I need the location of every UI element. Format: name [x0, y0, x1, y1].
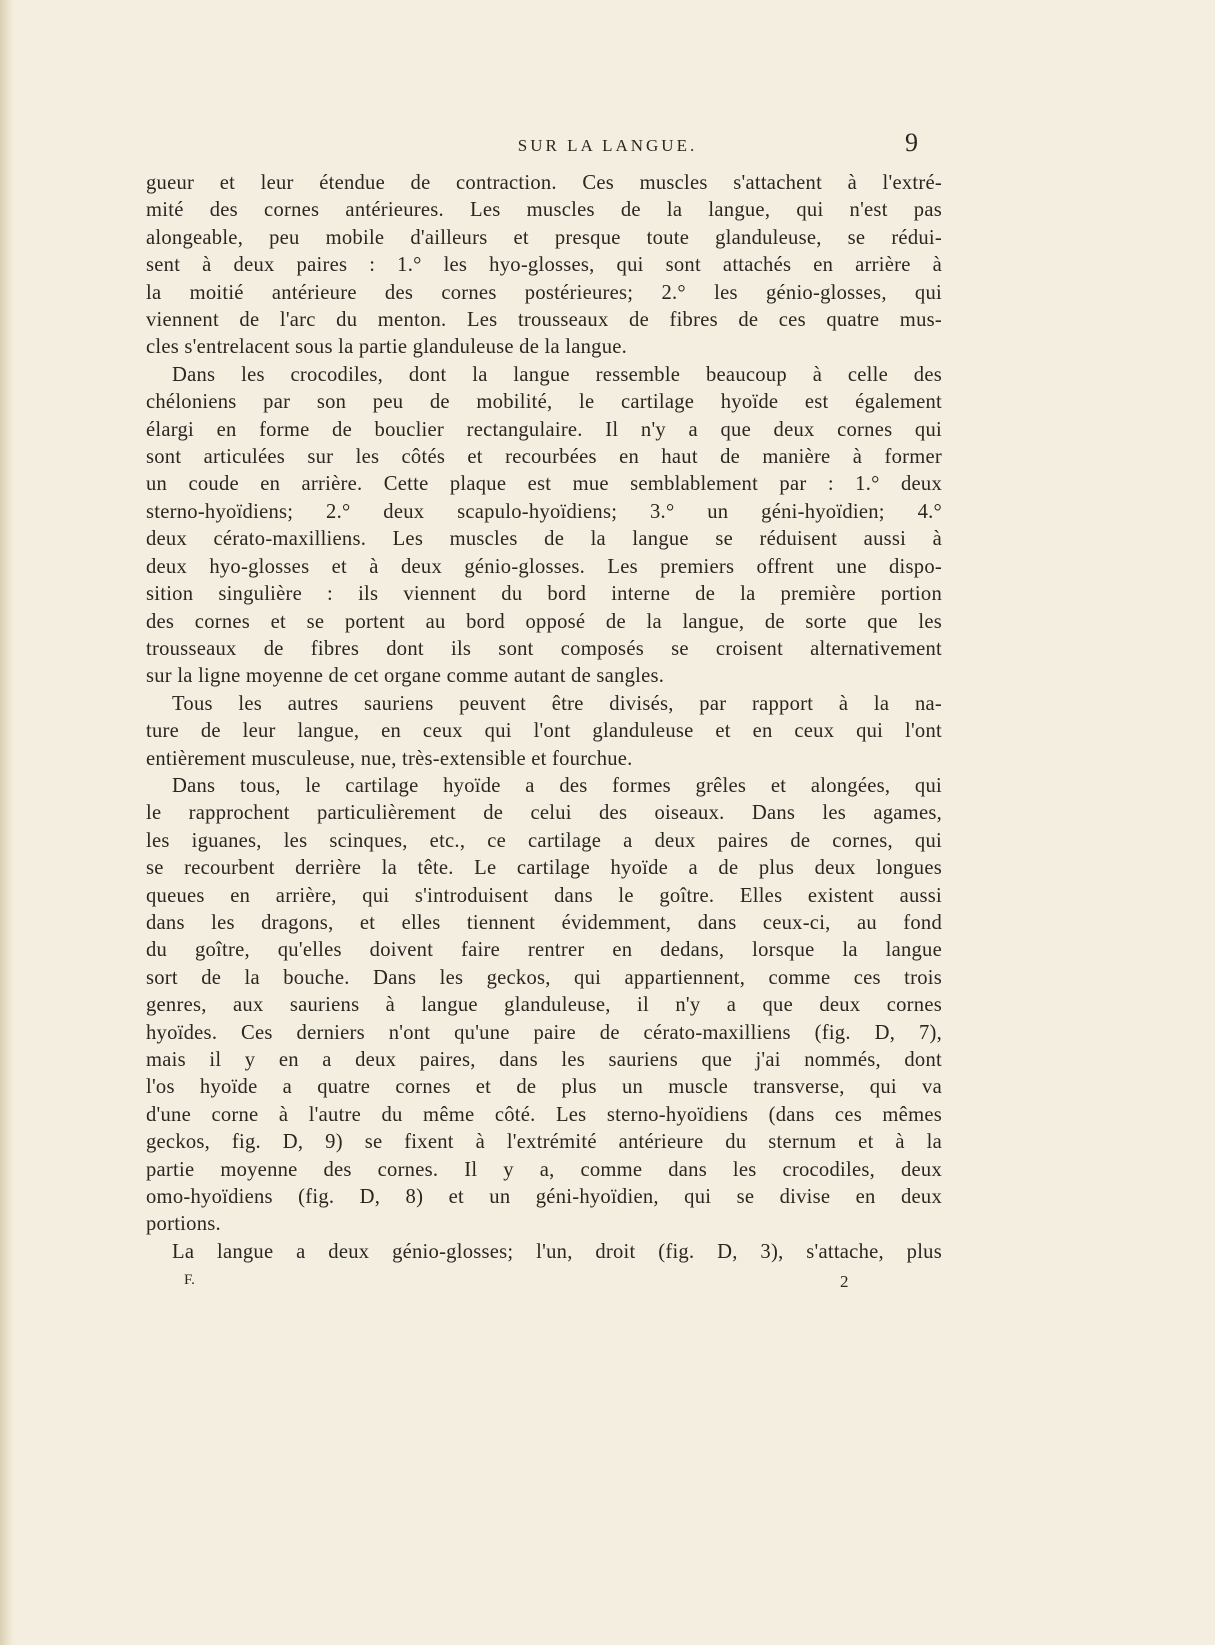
text-line: l'os hyoïde a quatre cornes et de plus un muscle transverse, qui va	[146, 1076, 942, 1099]
text-line: cles s'entrelacent sous la partie glanduleuse de la langue.	[146, 336, 628, 359]
text-line: un coude en arrière. Cette plaque est mue semblablement par : 1.° deux	[146, 473, 942, 496]
running-head	[0, 128, 1215, 166]
text-line: trousseaux de fibres dont ils sont composés se croisent alternativement	[146, 637, 942, 660]
text-line: alongeable, peu mobile d'ailleurs et presque toute glanduleuse, se rédui-	[146, 226, 942, 249]
text-line: Tous les autres sauriens peuvent être divisés, par rapport à la na-	[172, 692, 942, 715]
text-line: mité des cornes antérieures. Les muscles de la langue, qui n'est pas	[146, 199, 942, 222]
text-line: sort de la bouche. Dans les geckos, qui appartiennent, comme ces trois	[146, 966, 942, 989]
text-line: d'une corne à l'autre du même côté. Les sterno-hyoïdiens (dans ces mêmes	[146, 1103, 942, 1126]
text-line: deux cérato-maxilliens. Les muscles de la langue se réduisent aussi à	[146, 528, 942, 551]
text-line: geckos, fig. D, 9) se fixent à l'extrémité antérieure du sternum et à la	[146, 1131, 942, 1154]
text-line: le rapprochent particulièrement de celui des oiseaux. Dans les agames,	[146, 802, 942, 825]
page-number: 9	[905, 128, 918, 157]
running-title: SUR LA LANGUE.	[517, 136, 698, 155]
page-footer	[0, 1272, 1215, 1296]
text-line: sition singulière : ils viennent du bord interne de la première portion	[146, 583, 942, 606]
text-line: entièrement musculeuse, nue, très-extensible et fourchue.	[146, 747, 633, 770]
text-line: sont articulées sur les côtés et recourbées en haut de manière à former	[146, 446, 942, 469]
text-line: du goître, qu'elles doivent faire rentrer en dedans, lorsque la langue	[146, 939, 942, 962]
text-line: ture de leur langue, en ceux qui l'ont glanduleuse et en ceux qui l'ont	[146, 720, 942, 743]
text-line: sent à deux paires : 1.° les hyo-glosses, qui sont attachés en arrière à	[146, 254, 942, 277]
text-line: partie moyenne des cornes. Il y a, comme dans les crocodiles, deux	[146, 1158, 942, 1181]
body-text	[146, 170, 942, 1266]
text-line: La langue a deux génio-glosses; l'un, droit (fig. D, 3), s'attache, plus	[172, 1240, 942, 1263]
text-line: chéloniens par son peu de mobilité, le cartilage hyoïde est également	[146, 391, 942, 414]
text-line: portions.	[146, 1213, 221, 1236]
text-line: gueur et leur étendue de contraction. Ces muscles s'attachent à l'extré-	[146, 172, 942, 194]
text-line: deux hyo-glosses et à deux génio-glosses. Les premiers offrent une dispo-	[146, 555, 942, 578]
text-line: Dans les crocodiles, dont la langue ressemble beaucoup à celle des	[172, 363, 942, 386]
text-line: se recourbent derrière la tête. Le cartilage hyoïde a de plus deux longues	[146, 857, 942, 880]
signature-number: 2	[840, 1272, 849, 1291]
text-line: Dans tous, le cartilage hyoïde a des formes grêles et alongées, qui	[172, 774, 942, 797]
signature-mark: F.	[184, 1272, 195, 1288]
text-line: hyoïdes. Ces derniers n'ont qu'une paire de cérato-maxilliens (fig. D, 7),	[146, 1021, 942, 1044]
text-line: dans les dragons, et elles tiennent évidemment, dans ceux-ci, au fond	[146, 911, 942, 934]
text-line: genres, aux sauriens à langue glanduleuse, il n'y a que deux cornes	[146, 994, 942, 1017]
text-line: sterno-hyoïdiens; 2.° deux scapulo-hyoïdiens; 3.° un géni-hyoïdien; 4.°	[146, 500, 942, 523]
text-line: des cornes et se portent au bord opposé de la langue, de sorte que les	[146, 610, 942, 633]
text-line: les iguanes, les scinques, etc., ce cartilage a deux paires de cornes, qui	[146, 829, 942, 852]
text-line: mais il y en a deux paires, dans les sauriens que j'ai nommés, dont	[146, 1049, 942, 1071]
page-edge	[0, 0, 14, 1645]
text-line: viennent de l'arc du menton. Les trousseaux de fibres de ces quatre mus-	[146, 309, 942, 332]
text-line: omo-hyoïdiens (fig. D, 8) et un géni-hyoïdien, qui se divise en deux	[146, 1186, 942, 1209]
text-line: la moitié antérieure des cornes postérieures; 2.° les génio-glosses, qui	[146, 281, 942, 304]
text-line: sur la ligne moyenne de cet organe comme autant de sangles.	[146, 665, 665, 688]
text-line: queues en arrière, qui s'introduisent dans le goître. Elles existent aussi	[146, 884, 942, 907]
text-line: élargi en forme de bouclier rectangulaire. Il n'y a que deux cornes qui	[146, 418, 942, 441]
